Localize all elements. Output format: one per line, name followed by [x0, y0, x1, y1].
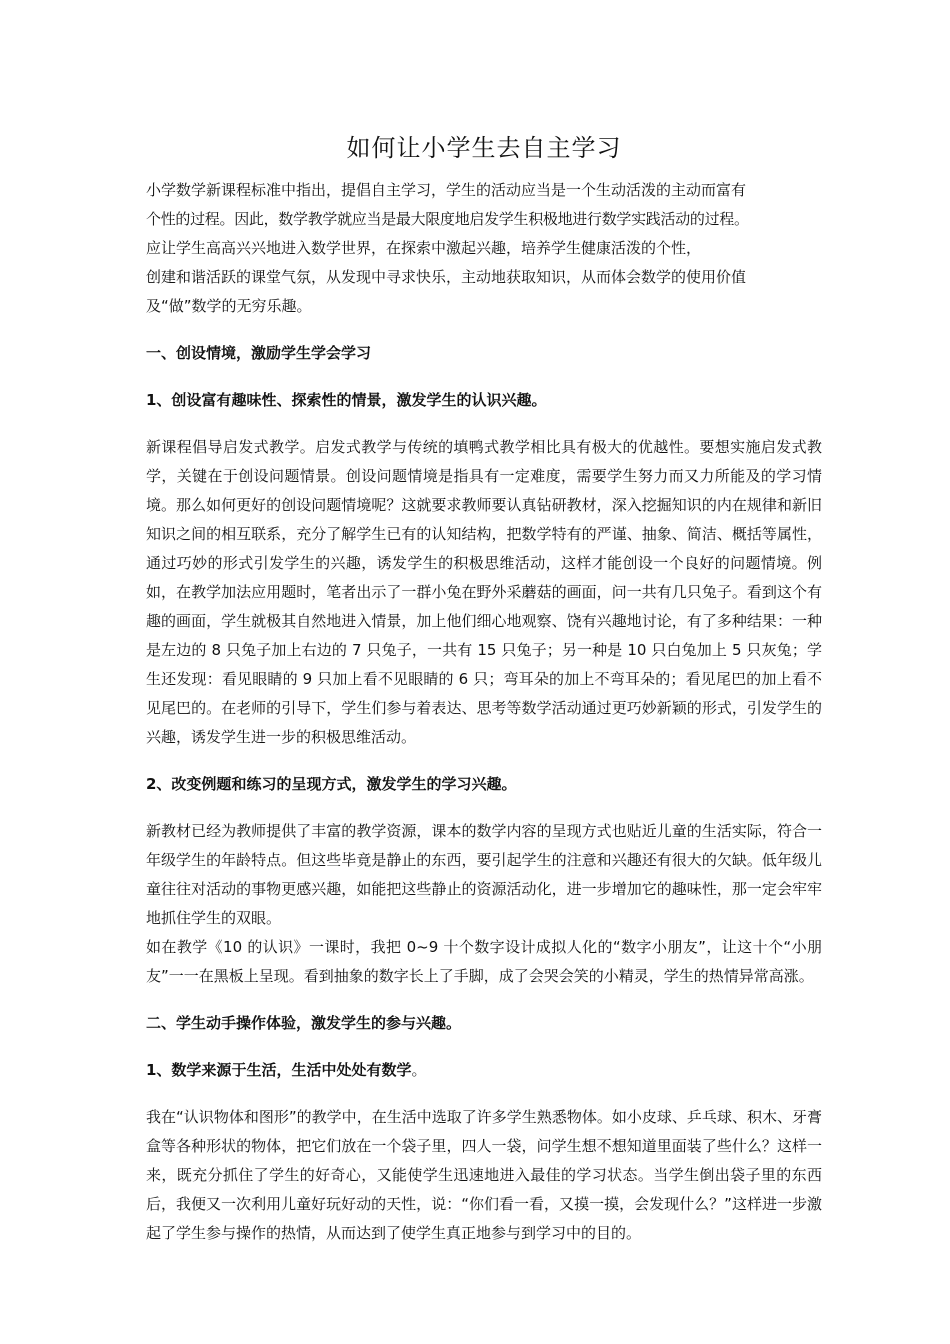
section-heading: 一、创设情境，激励学生学会学习 — [146, 344, 372, 362]
document-page — [146, 128, 822, 1248]
document-title: 如何让小学生去自主学习 — [346, 134, 622, 162]
subsection-heading: 1、创设富有趣味性、探索性的情景，激发学生的认识兴趣。 — [146, 391, 547, 409]
intro-line: 及“做”数学的无穷乐趣。 — [146, 297, 312, 315]
body-paragraph: 新教材已经为教师提供了丰富的教学资源，课本的数学内容的呈现方式也贴近儿童的生活实际，符合一年级学生的年龄特点。但这些毕竟是静止的东西，要引起学生的注意和兴趣还有很大的欠缺。低年级儿童往往对活动的事物更感兴趣，如能把这些静止的资源活动化，进一步增加它的趣味性，那一定会牢牢地抓住学生的双眼。 — [146, 822, 822, 927]
subsection-heading: 1、数学来源于生活，生活中处处有数学 — [146, 1061, 412, 1079]
heading-period: 。 — [411, 1061, 427, 1079]
body-paragraph: 新课程倡导启发式教学。启发式教学与传统的填鸭式教学相比具有极大的优越性。要想实施启发式教学，关键在于创设问题情景。创设问题情境是指具有一定难度，需要学生努力而又力所能及的学习情境。那么如何更好的创设问题情境呢？这就要求教师要认真钻研教材，深入挖掘知识的内在规律和新旧知识之间的相互联系，充分了解学生已有的认知结构，把数学特有的严谨、抽象、简洁、概括等属性，通过巧妙的形式引发学生的兴趣，诱发学生的积极思维活动，这样才能创设一个良好的问题情境。例如，在教学加法应用题时，笔者出示了一群小兔在野外采蘑菇的画面，问一共有几只兔子。看到这个有趣的画面，学生就极其自然地进入情景，加上他们细心地观察、饶有兴趣地讨论，有了多种结果：一种是左边的 8 只兔子加上右边的 7 只兔子，一共有 15 只兔子；另一种是 10 只白兔加上 5 只灰兔；学生还发现：看见眼睛的 9 只加上看不见眼睛的 6 只；弯耳朵的加上不弯耳朵的；看见尾巴的加上看不见尾巴的。在老师的引导下，学生们参与着表达、思考等数学活动通过更巧妙新颖的形式，引发学生的兴趣，诱发学生进一步的积极思维活动。 — [146, 438, 822, 746]
subsection-heading-line — [146, 1056, 822, 1085]
intro-line: 应让学生高高兴兴地进入数学世界，在探索中激起兴趣，培养学生健康活泼的个性， — [146, 239, 702, 257]
intro-line: 个性的过程。因此，数学教学就应当是最大限度地启发学生积极地进行数学实践活动的过程。 — [146, 210, 749, 228]
intro-line: 创建和谐活跃的课堂气氛，从发现中寻求快乐，主动地获取知识，从而体会数学的使用价值 — [146, 268, 747, 286]
body-paragraph: 如在教学《10 的认识》一课时，我把 0~9 十个数字设计成拟人化的“数字小朋友”，让这十个“小朋友”一一在黑板上呈现。看到抽象的数字长上了手脚，成了会哭会笑的小精灵，学生的热情异常高涨。 — [146, 938, 822, 985]
body-paragraph: 我在“认识物体和图形”的教学中，在生活中选取了许多学生熟悉物体。如小皮球、乒乓球、积木、牙膏盒等各种形状的物体，把它们放在一个袋子里，四人一袋，问学生想不想知道里面装了些什么？这样一来，既充分抓住了学生的好奇心，又能使学生迅速地进入最佳的学习状态。当学生倒出袋子里的东西后，我便又一次利用儿童好玩好动的天性，说：“你们看一看，又摸一摸，会发现什么？”这样进一步激起了学生参与操作的热情，从而达到了使学生真正地参与到学习中的目的。 — [146, 1108, 822, 1242]
intro-line: 小学数学新课程标准中指出，提倡自主学习，学生的活动应当是一个生动活泼的主动而富有 — [146, 181, 747, 199]
section-heading: 二、学生动手操作体验，激发学生的参与兴趣。 — [146, 1014, 462, 1032]
intro-paragraph — [146, 176, 822, 321]
subsection-heading: 2、改变例题和练习的呈现方式，激发学生的学习兴趣。 — [146, 775, 517, 793]
